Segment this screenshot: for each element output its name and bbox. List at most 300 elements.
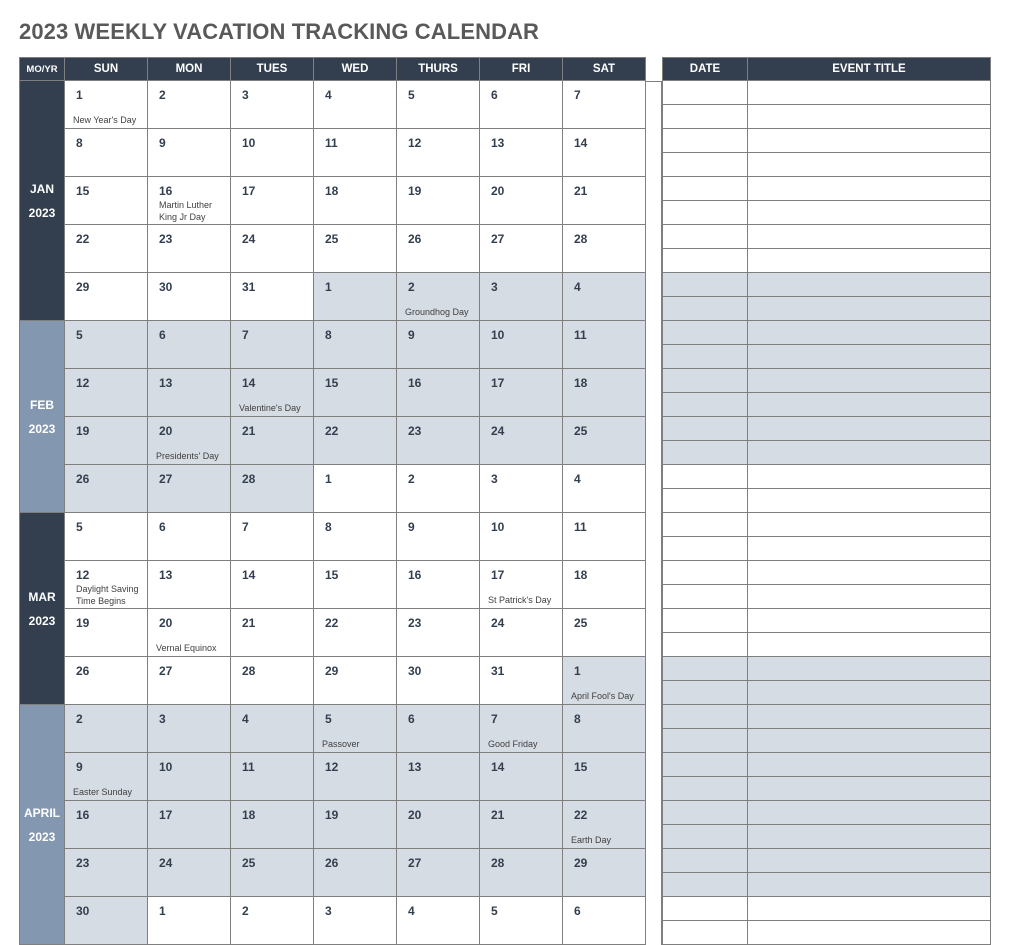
day-number: 1: [325, 280, 332, 294]
day-number: 21: [242, 616, 256, 630]
day-number: 21: [242, 424, 256, 438]
day-cell[interactable]: [563, 561, 646, 609]
day-number: 23: [408, 616, 422, 630]
day-number: 8: [76, 136, 83, 150]
day-cell[interactable]: [480, 225, 563, 273]
date-input-cell[interactable]: [662, 249, 748, 273]
day-cell[interactable]: [65, 273, 148, 321]
day-cell[interactable]: [563, 897, 646, 945]
event-title-input-cell[interactable]: [748, 465, 991, 489]
day-cell[interactable]: [231, 273, 314, 321]
header-day-fri: FRI: [480, 57, 563, 81]
day-cell[interactable]: [231, 897, 314, 945]
day-number: 13: [159, 376, 173, 390]
day-number: 26: [408, 232, 422, 246]
day-cell[interactable]: [148, 225, 231, 273]
day-number: 3: [159, 712, 166, 726]
day-cell[interactable]: [231, 129, 314, 177]
day-number: 31: [491, 664, 505, 678]
event-title-input-cell[interactable]: [748, 81, 991, 105]
day-cell[interactable]: [563, 81, 646, 129]
holiday-label: Valentine's Day: [239, 403, 301, 413]
day-cell[interactable]: [563, 609, 646, 657]
month-year: 2023: [28, 421, 56, 436]
day-cell[interactable]: [231, 561, 314, 609]
day-cell[interactable]: [65, 609, 148, 657]
date-input-cell[interactable]: [662, 321, 748, 345]
day-cell[interactable]: [65, 561, 148, 609]
day-cell[interactable]: [397, 753, 480, 801]
day-cell[interactable]: [314, 177, 397, 225]
day-cell[interactable]: [397, 225, 480, 273]
day-cell[interactable]: [314, 81, 397, 129]
date-input-cell[interactable]: [662, 729, 748, 753]
day-cell[interactable]: [563, 129, 646, 177]
date-input-cell[interactable]: [662, 297, 748, 321]
day-number: 15: [76, 184, 90, 198]
day-cell[interactable]: [65, 177, 148, 225]
day-cell[interactable]: [65, 321, 148, 369]
header-day-thurs: THURS: [397, 57, 480, 81]
day-cell[interactable]: [397, 609, 480, 657]
day-number: 6: [159, 520, 166, 534]
event-title-input-cell[interactable]: [748, 369, 991, 393]
event-title-input-cell[interactable]: [748, 609, 991, 633]
day-number: 22: [574, 808, 588, 822]
day-number: 9: [76, 760, 83, 774]
day-cell[interactable]: [480, 81, 563, 129]
day-cell[interactable]: [148, 753, 231, 801]
day-cell[interactable]: [563, 225, 646, 273]
date-input-cell[interactable]: [662, 345, 748, 369]
day-number: 19: [76, 424, 90, 438]
day-cell[interactable]: [314, 369, 397, 417]
day-cell[interactable]: [563, 369, 646, 417]
date-input-cell[interactable]: [662, 849, 748, 873]
date-input-cell[interactable]: [662, 129, 748, 153]
date-input-cell[interactable]: [662, 369, 748, 393]
day-number: 2: [408, 280, 415, 294]
day-number: 11: [574, 328, 587, 342]
day-cell[interactable]: [397, 849, 480, 897]
day-cell[interactable]: [563, 705, 646, 753]
event-title-input-cell[interactable]: [748, 153, 991, 177]
date-input-cell[interactable]: [662, 825, 748, 849]
day-cell[interactable]: [65, 801, 148, 849]
day-number: 6: [408, 712, 415, 726]
day-number: 19: [325, 808, 339, 822]
day-cell[interactable]: [397, 465, 480, 513]
header-moyr: MO/YR: [19, 57, 65, 81]
day-cell[interactable]: [231, 369, 314, 417]
event-title-input-cell[interactable]: [748, 225, 991, 249]
event-title-input-cell[interactable]: [748, 273, 991, 297]
date-input-cell[interactable]: [662, 801, 748, 825]
header-event-title: EVENT TITLE: [748, 57, 991, 81]
day-number: 5: [408, 88, 415, 102]
day-cell[interactable]: [65, 513, 148, 561]
day-cell[interactable]: [397, 705, 480, 753]
day-cell[interactable]: [480, 561, 563, 609]
event-title-input-cell[interactable]: [748, 321, 991, 345]
header-day-sat: SAT: [563, 57, 646, 81]
day-number: 13: [408, 760, 422, 774]
event-title-input-cell[interactable]: [748, 105, 991, 129]
date-input-cell[interactable]: [662, 225, 748, 249]
day-number: 8: [325, 328, 332, 342]
event-title-input-cell[interactable]: [748, 537, 991, 561]
day-cell[interactable]: [65, 225, 148, 273]
day-cell[interactable]: [563, 417, 646, 465]
day-cell[interactable]: [480, 273, 563, 321]
holiday-label: Daylight Saving Time Begins: [76, 584, 139, 606]
day-cell[interactable]: [480, 753, 563, 801]
holiday-label: St Patrick's Day: [488, 595, 552, 605]
day-cell[interactable]: [397, 321, 480, 369]
day-cell[interactable]: [314, 801, 397, 849]
day-cell[interactable]: [480, 705, 563, 753]
day-number: 7: [574, 88, 581, 102]
day-cell[interactable]: [65, 129, 148, 177]
day-cell[interactable]: [314, 561, 397, 609]
day-number: 2: [76, 712, 83, 726]
date-input-cell[interactable]: [662, 489, 748, 513]
date-input-cell[interactable]: [662, 177, 748, 201]
event-title-input-cell[interactable]: [748, 249, 991, 273]
day-cell[interactable]: [480, 657, 563, 705]
day-cell[interactable]: [314, 273, 397, 321]
header-day-sun: SUN: [65, 57, 148, 81]
day-cell[interactable]: [148, 81, 231, 129]
day-number: 28: [242, 664, 256, 678]
event-title-input-cell[interactable]: [748, 849, 991, 873]
date-input-cell[interactable]: [662, 393, 748, 417]
day-cell[interactable]: [231, 849, 314, 897]
date-input-cell[interactable]: [662, 153, 748, 177]
day-number: 17: [242, 184, 256, 198]
day-number: 17: [491, 568, 505, 582]
day-cell[interactable]: [397, 417, 480, 465]
day-number: 20: [159, 616, 173, 630]
month-year: 2023: [28, 613, 56, 628]
date-input-cell[interactable]: [662, 609, 748, 633]
event-title-input-cell[interactable]: [748, 201, 991, 225]
month-label-feb: [19, 321, 65, 513]
day-number: 30: [408, 664, 422, 678]
day-cell[interactable]: [65, 849, 148, 897]
day-cell[interactable]: [314, 657, 397, 705]
event-title-input-cell[interactable]: [748, 801, 991, 825]
date-input-cell[interactable]: [662, 273, 748, 297]
header-day-tues: TUES: [231, 57, 314, 81]
event-title-input-cell[interactable]: [748, 729, 991, 753]
day-number: 27: [408, 856, 422, 870]
day-cell[interactable]: [314, 705, 397, 753]
day-cell[interactable]: [231, 801, 314, 849]
day-cell[interactable]: [148, 417, 231, 465]
day-cell[interactable]: [148, 273, 231, 321]
header-day-mon: MON: [148, 57, 231, 81]
day-cell[interactable]: [563, 801, 646, 849]
holiday-label: Martin Luther King Jr Day: [159, 200, 213, 222]
day-cell[interactable]: [65, 465, 148, 513]
day-number: 14: [574, 136, 588, 150]
day-cell[interactable]: [148, 849, 231, 897]
day-cell[interactable]: [231, 465, 314, 513]
day-cell[interactable]: [314, 609, 397, 657]
date-input-cell[interactable]: [662, 585, 748, 609]
day-cell[interactable]: [480, 849, 563, 897]
day-number: 29: [574, 856, 588, 870]
date-input-cell[interactable]: [662, 537, 748, 561]
day-cell[interactable]: [563, 513, 646, 561]
day-cell[interactable]: [231, 753, 314, 801]
day-number: 26: [76, 472, 90, 486]
day-number: 1: [76, 88, 83, 102]
day-cell[interactable]: [480, 321, 563, 369]
holiday-label: Presidents' Day: [156, 451, 219, 461]
day-number: 16: [159, 184, 173, 198]
day-cell[interactable]: [148, 513, 231, 561]
day-cell[interactable]: [563, 321, 646, 369]
day-cell[interactable]: [563, 657, 646, 705]
month-label-april: [19, 705, 65, 945]
event-title-input-cell[interactable]: [748, 633, 991, 657]
day-number: 19: [408, 184, 422, 198]
day-number: 1: [325, 472, 332, 486]
date-input-cell[interactable]: [662, 81, 748, 105]
date-input-cell[interactable]: [662, 513, 748, 537]
day-cell[interactable]: [65, 657, 148, 705]
event-title-input-cell[interactable]: [748, 585, 991, 609]
day-number: 4: [325, 88, 332, 102]
day-number: 30: [76, 904, 90, 918]
day-cell[interactable]: [231, 177, 314, 225]
day-cell[interactable]: [148, 321, 231, 369]
day-cell[interactable]: [397, 273, 480, 321]
day-cell[interactable]: [231, 321, 314, 369]
day-number: 12: [76, 376, 90, 390]
day-cell[interactable]: [480, 369, 563, 417]
day-number: 27: [159, 472, 173, 486]
month-year: 2023: [28, 205, 56, 220]
day-cell[interactable]: [563, 753, 646, 801]
day-cell[interactable]: [397, 81, 480, 129]
day-cell[interactable]: [65, 417, 148, 465]
event-title-input-cell[interactable]: [748, 297, 991, 321]
date-input-cell[interactable]: [662, 705, 748, 729]
day-number: 16: [408, 568, 422, 582]
date-input-cell[interactable]: [662, 633, 748, 657]
day-cell[interactable]: [148, 657, 231, 705]
day-number: 5: [325, 712, 332, 726]
day-number: 3: [491, 472, 498, 486]
date-input-cell[interactable]: [662, 465, 748, 489]
day-number: 11: [325, 136, 338, 150]
day-cell[interactable]: [314, 129, 397, 177]
day-cell[interactable]: [397, 657, 480, 705]
date-input-cell[interactable]: [662, 753, 748, 777]
day-cell[interactable]: [563, 273, 646, 321]
day-cell[interactable]: [65, 705, 148, 753]
day-number: 7: [242, 328, 249, 342]
day-number: 9: [159, 136, 166, 150]
day-cell[interactable]: [231, 417, 314, 465]
day-cell[interactable]: [397, 369, 480, 417]
day-cell[interactable]: [397, 513, 480, 561]
day-number: 18: [325, 184, 339, 198]
day-cell[interactable]: [148, 561, 231, 609]
date-input-cell[interactable]: [662, 897, 748, 921]
event-title-input-cell[interactable]: [748, 129, 991, 153]
day-number: 4: [408, 904, 415, 918]
day-cell[interactable]: [148, 801, 231, 849]
date-input-cell[interactable]: [662, 417, 748, 441]
event-title-input-cell[interactable]: [748, 657, 991, 681]
day-cell[interactable]: [397, 801, 480, 849]
day-cell[interactable]: [148, 705, 231, 753]
day-number: 9: [408, 328, 415, 342]
day-number: 26: [76, 664, 90, 678]
day-cell[interactable]: [480, 465, 563, 513]
date-input-cell[interactable]: [662, 681, 748, 705]
event-title-input-cell[interactable]: [748, 561, 991, 585]
day-number: 5: [491, 904, 498, 918]
event-title-input-cell[interactable]: [748, 441, 991, 465]
day-cell[interactable]: [231, 657, 314, 705]
date-input-cell[interactable]: [662, 873, 748, 897]
day-cell[interactable]: [148, 897, 231, 945]
date-input-cell[interactable]: [662, 921, 748, 945]
event-title-input-cell[interactable]: [748, 753, 991, 777]
day-number: 20: [408, 808, 422, 822]
day-cell[interactable]: [480, 177, 563, 225]
date-input-cell[interactable]: [662, 657, 748, 681]
day-cell[interactable]: [148, 465, 231, 513]
day-cell[interactable]: [563, 465, 646, 513]
day-cell[interactable]: [314, 513, 397, 561]
holiday-label: Earth Day: [571, 835, 612, 845]
day-number: 25: [574, 616, 588, 630]
day-cell[interactable]: [480, 417, 563, 465]
day-number: 6: [574, 904, 581, 918]
day-number: 2: [159, 88, 166, 102]
day-cell[interactable]: [397, 561, 480, 609]
day-cell[interactable]: [563, 177, 646, 225]
day-cell[interactable]: [314, 849, 397, 897]
day-cell[interactable]: [314, 897, 397, 945]
holiday-label: Vernal Equinox: [156, 643, 217, 653]
day-cell[interactable]: [148, 369, 231, 417]
day-cell[interactable]: [480, 609, 563, 657]
day-number: 14: [491, 760, 505, 774]
day-cell[interactable]: [314, 465, 397, 513]
day-cell[interactable]: [231, 81, 314, 129]
day-cell[interactable]: [397, 129, 480, 177]
day-cell[interactable]: [314, 321, 397, 369]
day-cell[interactable]: [480, 513, 563, 561]
day-cell[interactable]: [231, 609, 314, 657]
day-number: 23: [159, 232, 173, 246]
event-title-input-cell[interactable]: [748, 417, 991, 441]
event-title-input-cell[interactable]: [748, 825, 991, 849]
day-cell[interactable]: [65, 897, 148, 945]
day-number: 3: [491, 280, 498, 294]
date-input-cell[interactable]: [662, 201, 748, 225]
day-cell[interactable]: [65, 753, 148, 801]
day-number: 17: [491, 376, 505, 390]
day-cell[interactable]: [480, 801, 563, 849]
day-number: 10: [491, 328, 505, 342]
day-number: 11: [574, 520, 587, 534]
day-number: 5: [76, 520, 83, 534]
day-number: 28: [242, 472, 256, 486]
day-cell[interactable]: [314, 753, 397, 801]
month-name: APRIL: [24, 805, 60, 820]
day-number: 27: [159, 664, 173, 678]
date-input-cell[interactable]: [662, 777, 748, 801]
day-cell[interactable]: [65, 369, 148, 417]
event-title-input-cell[interactable]: [748, 873, 991, 897]
day-cell[interactable]: [397, 177, 480, 225]
day-number: 4: [574, 280, 581, 294]
day-number: 12: [325, 760, 339, 774]
day-number: 4: [574, 472, 581, 486]
day-number: 24: [491, 616, 505, 630]
day-cell[interactable]: [397, 897, 480, 945]
day-number: 18: [574, 376, 588, 390]
day-cell[interactable]: [314, 225, 397, 273]
day-number: 13: [159, 568, 173, 582]
event-title-input-cell[interactable]: [748, 705, 991, 729]
day-cell[interactable]: [231, 705, 314, 753]
event-title-input-cell[interactable]: [748, 777, 991, 801]
day-cell[interactable]: [231, 225, 314, 273]
day-cell[interactable]: [148, 609, 231, 657]
day-number: 11: [242, 760, 255, 774]
day-cell[interactable]: [65, 81, 148, 129]
day-number: 22: [325, 424, 339, 438]
date-input-cell[interactable]: [662, 105, 748, 129]
event-title-input-cell[interactable]: [748, 513, 991, 537]
event-title-input-cell[interactable]: [748, 681, 991, 705]
day-number: 16: [76, 808, 90, 822]
day-number: 29: [76, 280, 90, 294]
day-cell[interactable]: [480, 897, 563, 945]
event-title-input-cell[interactable]: [748, 489, 991, 513]
event-title-input-cell[interactable]: [748, 345, 991, 369]
date-input-cell[interactable]: [662, 561, 748, 585]
day-cell[interactable]: [148, 177, 231, 225]
day-number: 4: [242, 712, 249, 726]
day-number: 3: [325, 904, 332, 918]
day-cell[interactable]: [231, 513, 314, 561]
day-number: 10: [159, 760, 173, 774]
day-cell[interactable]: [148, 129, 231, 177]
day-cell[interactable]: [314, 417, 397, 465]
event-title-input-cell[interactable]: [748, 177, 991, 201]
day-cell[interactable]: [480, 129, 563, 177]
day-number: 28: [574, 232, 588, 246]
event-title-input-cell[interactable]: [748, 393, 991, 417]
day-number: 23: [408, 424, 422, 438]
event-title-input-cell[interactable]: [748, 921, 991, 945]
day-number: 25: [574, 424, 588, 438]
day-cell[interactable]: [563, 849, 646, 897]
day-number: 25: [242, 856, 256, 870]
date-input-cell[interactable]: [662, 441, 748, 465]
event-title-input-cell[interactable]: [748, 897, 991, 921]
